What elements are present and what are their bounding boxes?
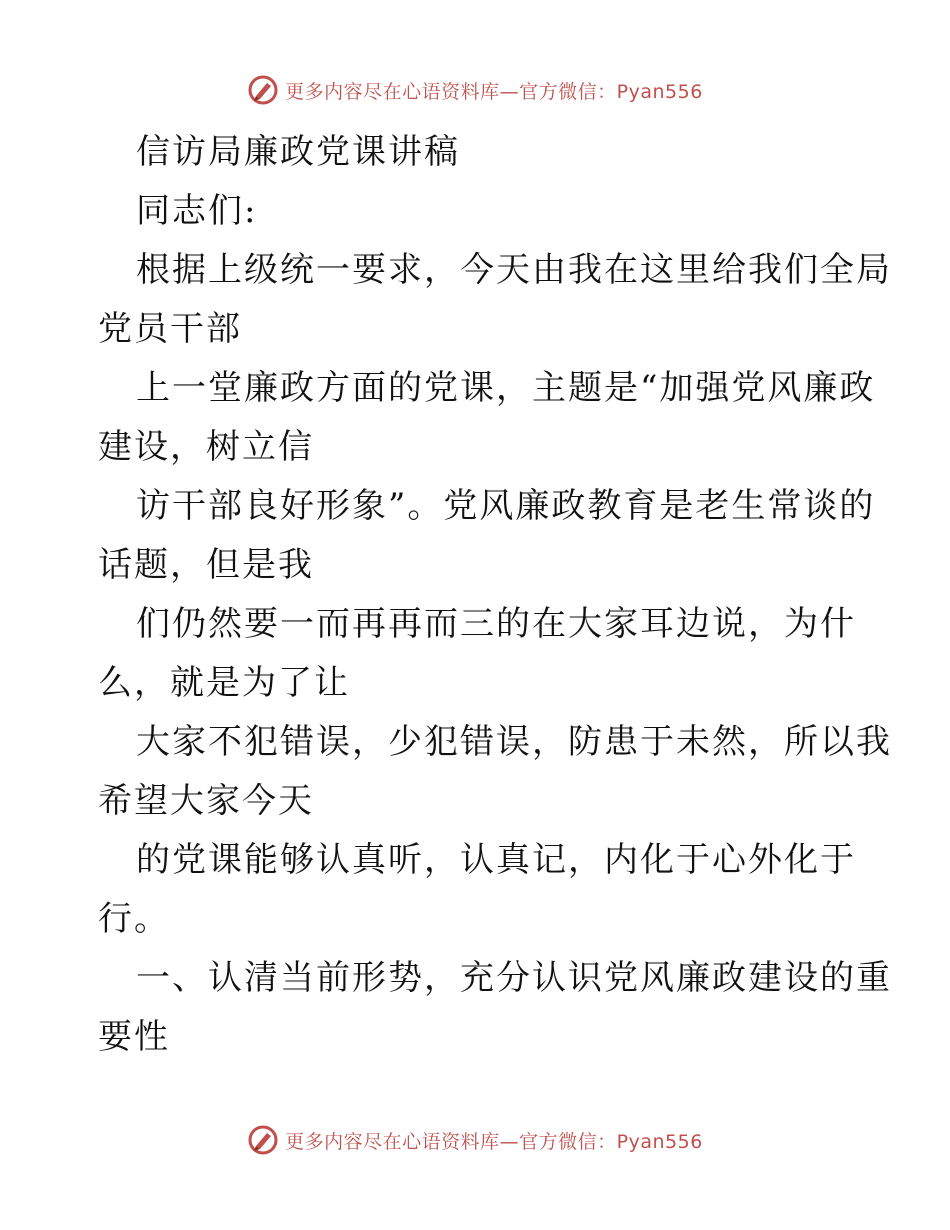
document-body [98,123,892,1067]
text-line: 建设，树立信 [98,427,314,467]
text-line: 访干部良好形象”。党风廉政教育是老生常谈的 [136,486,876,526]
text-line: 们仍然要一而再再而三的在大家耳边说，为什 [136,604,856,644]
text-line: 么，就是为了让 [98,663,350,703]
text-line: 上一堂廉政方面的党课，主题是“加强党风廉政 [136,368,876,408]
text-line: 同志们: [136,191,258,231]
banner-text: 更多内容尽在心语资料库—官方微信：Pyan556 [285,1130,703,1153]
text-line: 党员干部 [98,309,242,349]
banner-text: 更多内容尽在心语资料库—官方微信：Pyan556 [285,80,703,103]
footer-banner [0,1120,950,1160]
text-line: 大家不犯错误，少犯错误，防患于未然，所以我 [136,722,892,762]
text-line: 要性 [98,1017,170,1057]
text-line: 的党课能够认真听，认真记，内化于心外化于 [136,840,856,880]
text-line: 根据上级统一要求，今天由我在这里给我们全局 [136,250,892,290]
text-line: 话题，但是我 [98,545,314,585]
pen-logo-icon [247,74,279,106]
text-line: 信访局廉政党课讲稿 [136,132,460,172]
text-line: 一、认清当前形势，充分认识党风廉政建设的重 [136,958,892,998]
header-banner [0,70,950,110]
pen-logo-icon [247,1124,279,1156]
text-line: 希望大家今天 [98,781,314,821]
text-line: 行。 [98,899,170,939]
